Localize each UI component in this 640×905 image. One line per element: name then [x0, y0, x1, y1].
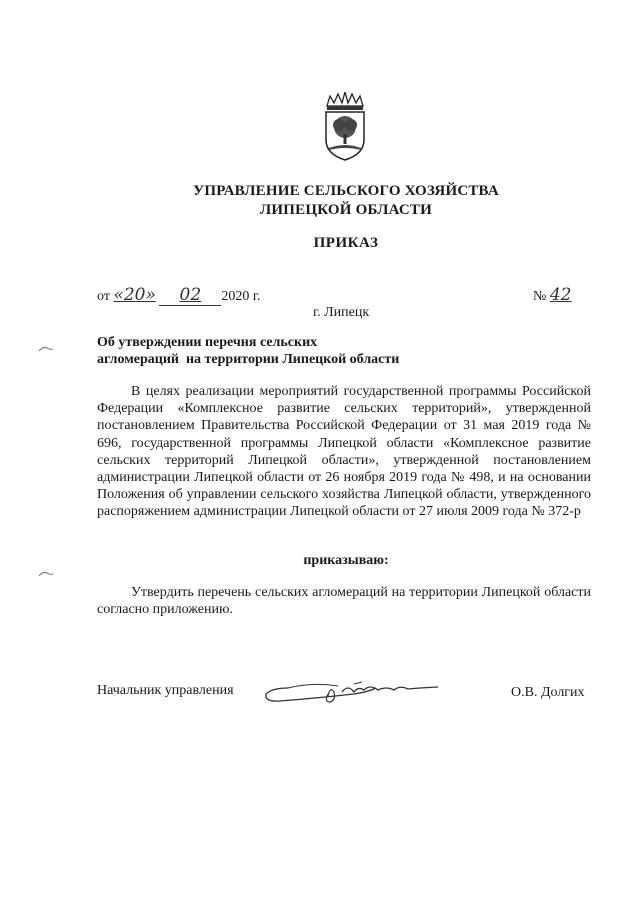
handwritten-signature [258, 672, 448, 712]
coat-of-arms-emblem [321, 92, 369, 162]
signatory-name: О.В. Долгих [511, 685, 585, 700]
preamble-text: В целях реализации мероприятий государственной программы Российской Федерации «Комплексное развитие сельских территорий», утвержденной постановлением Правительства Российской Федерации от 31 мая 2019 года № 696, государственной программы Липецкой области «Комплексное развитие сельских территорий Липецкой области», утвержденной постановлением администрации Липецкой области от 26 ноября 2019 года № 498, и на основании Положения об управлении сельского хозяйства Липецкой области, утвержденного распоряжением администрации Липецкой области от 27 июля 2009 года № 372-р [97, 384, 591, 520]
document-date [97, 285, 261, 306]
subject-line2: агломераций на территории Липецкой области [97, 352, 400, 367]
date-month: 02 [179, 285, 202, 305]
document-number [533, 285, 572, 305]
margin-mark [38, 345, 54, 353]
document-type: ПРИКАЗ [313, 235, 379, 251]
organization-name-line1: УПРАВЛЕНИЕ СЕЛЬСКОГО ХОЗЯЙСТВА [193, 183, 499, 199]
order-paragraph: Утвердить перечень сельских агломераций на территории Липецкой области согласно приложению. [97, 585, 591, 618]
document-subject [97, 334, 399, 368]
margin-mark [38, 570, 54, 578]
organization-name-line2: ЛИПЕЦКОЙ ОБЛАСТИ [260, 202, 432, 218]
document-city: г. Липецк [313, 305, 370, 320]
signatory-title: Начальник управления [97, 683, 234, 698]
date-year: 2020 г. [221, 289, 261, 304]
decree-word: приказываю: [303, 553, 389, 568]
number-prefix: № [533, 289, 547, 304]
preamble-paragraph [97, 383, 591, 521]
date-month-field [159, 285, 221, 306]
subject-line1: Об утверждении перечня сельских [97, 335, 318, 350]
date-day: «20» [113, 285, 156, 305]
number-value: 42 [549, 285, 572, 305]
date-prefix: от [97, 289, 110, 304]
